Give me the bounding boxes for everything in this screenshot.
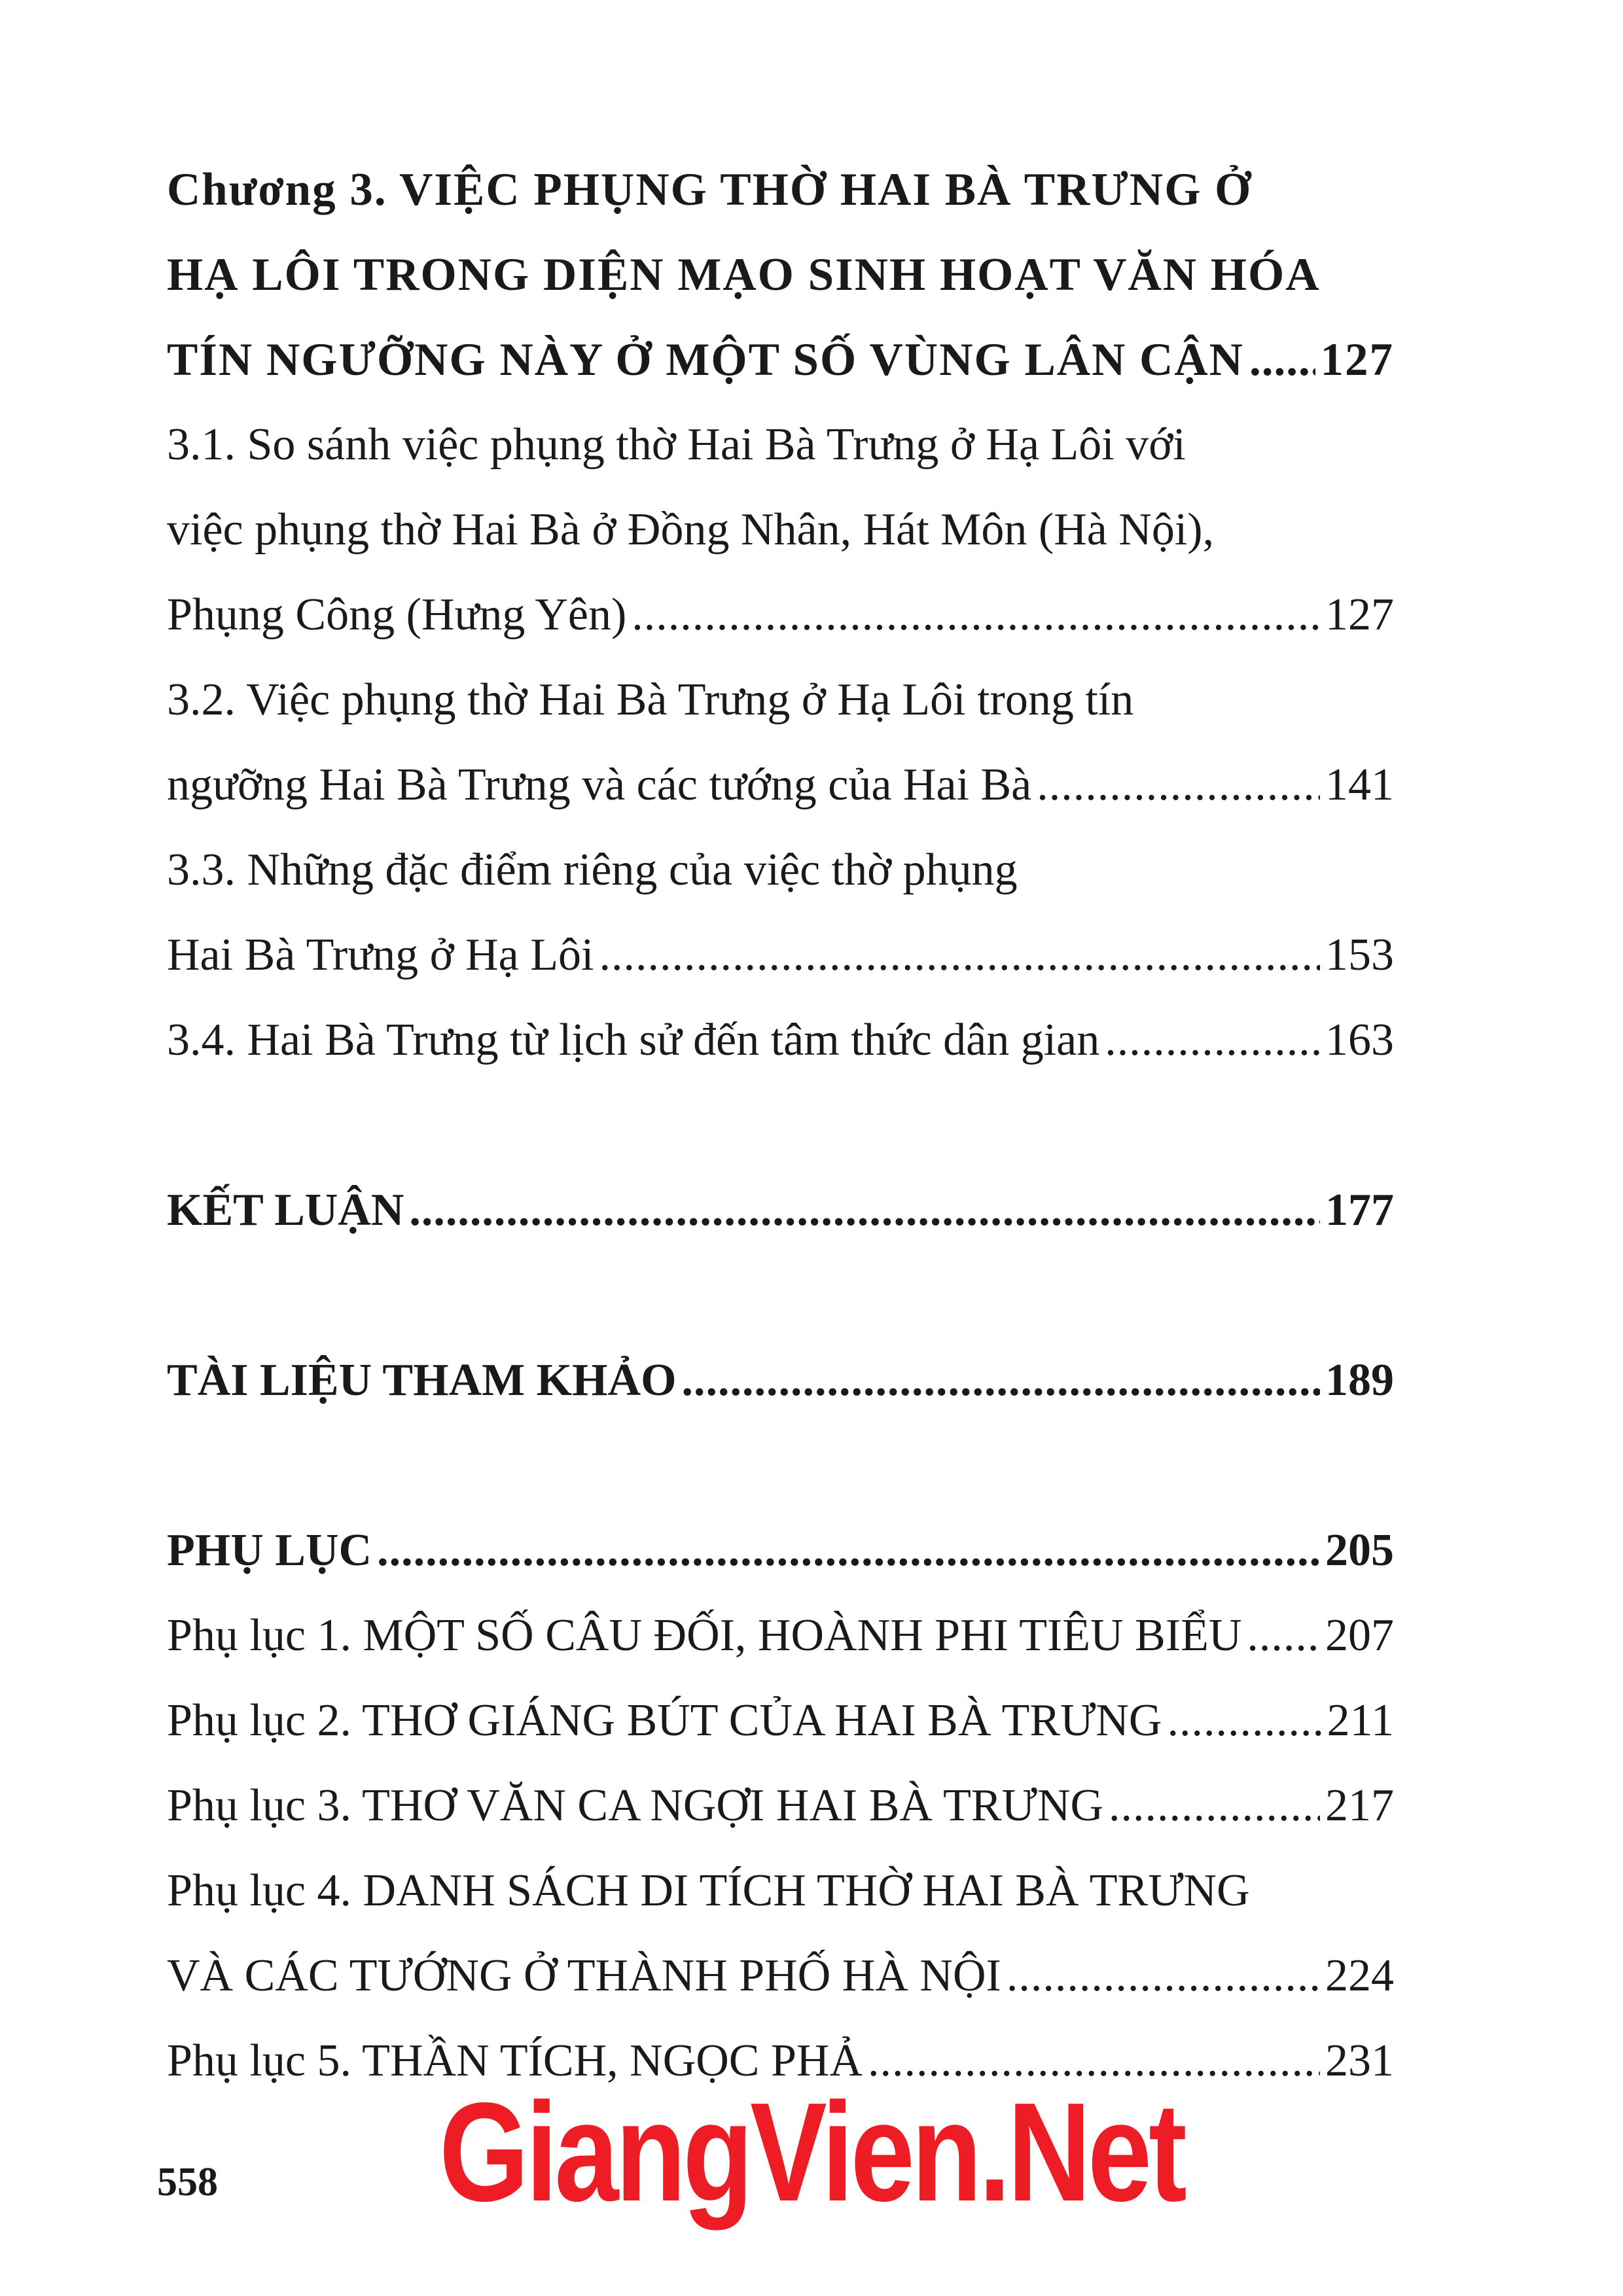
toc-appendix-4 — [167, 1848, 1394, 2019]
leader-dots — [632, 573, 1320, 658]
page-number: 177 — [1325, 1185, 1394, 1235]
spacer — [167, 1423, 1394, 1508]
spacer — [167, 1083, 1394, 1168]
leader-dots — [409, 1168, 1320, 1253]
section-line: việc phụng thờ Hai Bà ở Đồng Nhân, Hát Môn (Hà Nội), — [167, 504, 1215, 555]
page-number: 217 — [1325, 1780, 1394, 1831]
table-of-contents — [167, 147, 1394, 2104]
chapter-title-line-1: Chương 3. VIỆC PHỤNG THỜ HAI BÀ TRƯNG Ở — [167, 164, 1253, 215]
page-number: 141 — [1325, 760, 1394, 810]
section-line-last: ngưỡng Hai Bà Trưng và các tướng của Hai Bà ..... 141 — [167, 743, 1394, 828]
section-line: 3.2. Việc phụng thờ Hai Bà Trưng ở Hạ Lôi trong tín — [167, 675, 1134, 725]
toc-appendix: PHỤ LỤC ..... 205 — [167, 1508, 1394, 1593]
page-number: 163 — [1325, 1015, 1394, 1065]
toc-appendix-5: Phụ lục 5. THẦN TÍCH, NGỌC PHẢ ..... 231 — [167, 2019, 1394, 2104]
appendix-line: Phụ lục 4. DANH SÁCH DI TÍCH THỜ HAI BÀ TRƯNG — [167, 1865, 1250, 1916]
toc-appendix-2: Phụ lục 2. THƠ GIÁNG BÚT CỦA HAI BÀ TRƯNG ..... 211 — [167, 1678, 1394, 1763]
page-number: 127 — [1325, 590, 1394, 640]
leader-dots — [1037, 743, 1320, 828]
leader-dots — [1247, 1593, 1320, 1678]
page-number: 205 — [1325, 1525, 1394, 1576]
page-number: 231 — [1325, 2036, 1394, 2086]
watermark: GiangVien.Net — [439, 2073, 1184, 2231]
toc-section-3-2 — [167, 658, 1394, 828]
toc-appendix-1: Phụ lục 1. MỘT SỐ CÂU ĐỐI, HOÀNH PHI TIÊU BIỂU ..... 207 — [167, 1593, 1394, 1678]
page-number: 153 — [1325, 930, 1394, 980]
toc-appendix-3: Phụ lục 3. THƠ VĂN CA NGỢI HAI BÀ TRƯNG ..... 217 — [167, 1763, 1394, 1848]
leader-dots — [1109, 1763, 1320, 1848]
toc-conclusion: KẾT LUẬN ..... 177 — [167, 1168, 1394, 1253]
leader-dots — [682, 1338, 1320, 1423]
toc-section-3-3 — [167, 828, 1394, 998]
page-number: 189 — [1325, 1355, 1394, 1405]
leader-dots — [1249, 317, 1315, 402]
appendix-line-last: VÀ CÁC TƯỚNG Ở THÀNH PHỐ HÀ NỘI ..... 224 — [167, 1934, 1394, 2019]
leader-dots — [599, 913, 1320, 998]
toc-section-3-1 — [167, 402, 1394, 658]
page-number: 207 — [1325, 1610, 1394, 1661]
leader-dots — [1167, 1678, 1321, 1763]
spacer — [167, 1253, 1394, 1338]
section-line: 3.1. So sánh việc phụng thờ Hai Bà Trưng ở Hạ Lôi với — [167, 419, 1186, 470]
section-line-last: Hai Bà Trưng ở Hạ Lôi ..... 153 — [167, 913, 1394, 998]
page-number: 127 — [1320, 334, 1394, 385]
leader-dots — [1007, 1934, 1320, 2019]
toc-references: TÀI LIỆU THAM KHẢO ..... 189 — [167, 1338, 1394, 1423]
folio-page-number: 558 — [157, 2160, 218, 2204]
toc-chapter-3 — [167, 147, 1394, 402]
leader-dots — [377, 1508, 1320, 1593]
toc-section-3-4 — [167, 998, 1394, 1083]
leader-dots — [1105, 998, 1320, 1083]
chapter-title-line-3: TÍN NGƯỠNG NÀY Ở MỘT SỐ VÙNG LÂN CẬN ..... 127 — [167, 317, 1394, 402]
page-number: 224 — [1325, 1951, 1394, 2001]
section-line-last: 3.4. Hai Bà Trưng từ lịch sử đến tâm thức dân gian ..... 163 — [167, 998, 1394, 1083]
chapter-title-line-2: HẠ LÔI TRONG DIỆN MẠO SINH HOẠT VĂN HÓA — [167, 249, 1321, 300]
section-line: 3.3. Những đặc điểm riêng của việc thờ phụng — [167, 845, 1018, 895]
section-line-last: Phụng Công (Hưng Yên) ..... 127 — [167, 573, 1394, 658]
page-number: 211 — [1327, 1695, 1394, 1746]
